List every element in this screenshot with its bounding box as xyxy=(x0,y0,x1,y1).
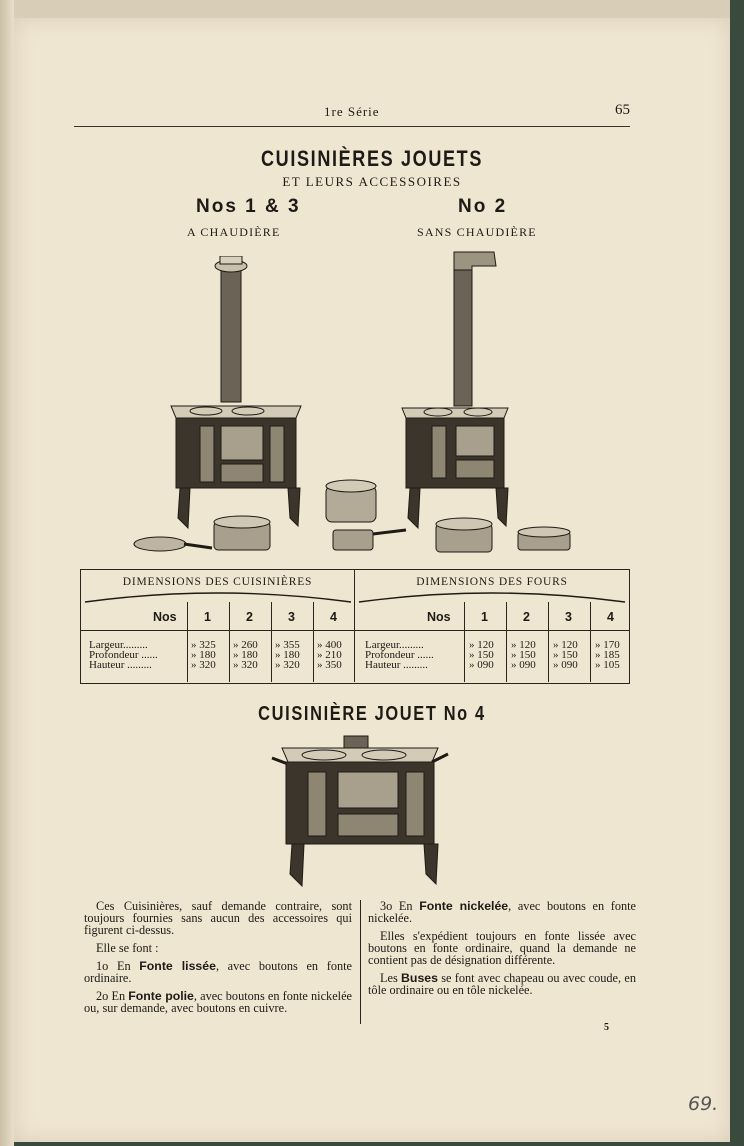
left-col-3: 3 xyxy=(288,610,295,624)
table-left-heading: DIMENSIONS DES CUISINIÈRES xyxy=(122,576,313,588)
right-col-label: Nos xyxy=(427,610,451,624)
right-col-1: 1 xyxy=(481,610,488,624)
section-title-no4: CUISINIÈRE JOUET No 4 xyxy=(258,703,486,725)
left-col-4: 4 xyxy=(330,610,337,624)
model-sub-1-3: A CHAUDIÈRE xyxy=(187,225,281,239)
dimensions-table xyxy=(80,569,630,684)
desc-left-p2: Elle se font : xyxy=(96,941,159,955)
left-col-1: 1 xyxy=(204,610,211,624)
right-values-col1: » 120 » 150 » 090 xyxy=(469,639,494,671)
handwritten-page-number: 69. xyxy=(688,1093,719,1115)
table-right-heading: DIMENSIONS DES FOURS xyxy=(416,576,568,588)
desc-left-p4: 2o En Fonte polie, avec boutons en fonte nickelée ou, sur demande, avec boutons en cuivre. xyxy=(84,989,352,1015)
left-values-col4: » 400 » 210 » 350 xyxy=(317,639,342,671)
right-values-col4: » 170 » 185 » 105 xyxy=(595,639,620,671)
running-header xyxy=(74,100,630,127)
desc-right-p3: Les Buses se font avec chapeau ou avec coude, en tôle ordinaire ou en tôle nickelée. xyxy=(368,971,636,997)
description-right-column xyxy=(368,900,636,1002)
series-label: 1re Série xyxy=(324,104,380,119)
right-row-labels: Largeur......... Profondeur ...... Hauteur ......... xyxy=(365,639,434,671)
desc-right-p1: 3o En Fonte nickelée, avec boutons en fonte nickelée. xyxy=(368,899,637,925)
right-values-col3: » 120 » 150 » 090 xyxy=(553,639,578,671)
right-col-3: 3 xyxy=(565,610,572,624)
model-label-1-3: Nos 1 & 3 xyxy=(196,196,301,217)
table-right-brace xyxy=(357,590,627,604)
stove-illustration-4 xyxy=(268,734,452,892)
left-values-col1: » 325 » 180 » 320 xyxy=(191,639,216,671)
page-top-edge xyxy=(14,0,730,18)
right-col-4: 4 xyxy=(607,610,614,624)
footer-signature-number: 5 xyxy=(604,1022,609,1033)
model-sub-2: SANS CHAUDIÈRE xyxy=(417,225,537,239)
left-values-col2: » 260 » 180 » 320 xyxy=(233,639,258,671)
desc-left-p3: 1o En Fonte lissée, avec boutons en fonte ordinaire. xyxy=(84,959,353,985)
page-title: CUISINIÈRES JOUETS xyxy=(261,146,483,171)
book-spine xyxy=(0,0,14,1146)
left-values-col3: » 355 » 180 » 320 xyxy=(275,639,300,671)
description-left-column xyxy=(84,900,352,1020)
right-col-2: 2 xyxy=(523,610,530,624)
page-subtitle: ET LEURS ACCESSOIRES xyxy=(282,174,462,189)
model-label-2: No 2 xyxy=(458,196,508,217)
left-col-2: 2 xyxy=(246,610,253,624)
right-values-col2: » 120 » 150 » 090 xyxy=(511,639,536,671)
desc-left-p1: Ces Cuisinières, sauf demande contraire, sont toujours fournies sans aucun des accessoires qui figurent ci-dessus. xyxy=(84,899,352,937)
page-number: 65 xyxy=(615,102,630,118)
left-col-label: Nos xyxy=(153,610,177,624)
left-row-labels: Largeur......... Profondeur ...... Hauteur ......... xyxy=(89,639,158,671)
column-divider xyxy=(360,900,361,1024)
desc-right-p2: Elles s'expédient toujours en fonte lissée avec boutons en fonte ordinaire, quand la demande ne contient pas de désignation différente. xyxy=(368,929,636,967)
accessories-illustration xyxy=(130,470,590,556)
